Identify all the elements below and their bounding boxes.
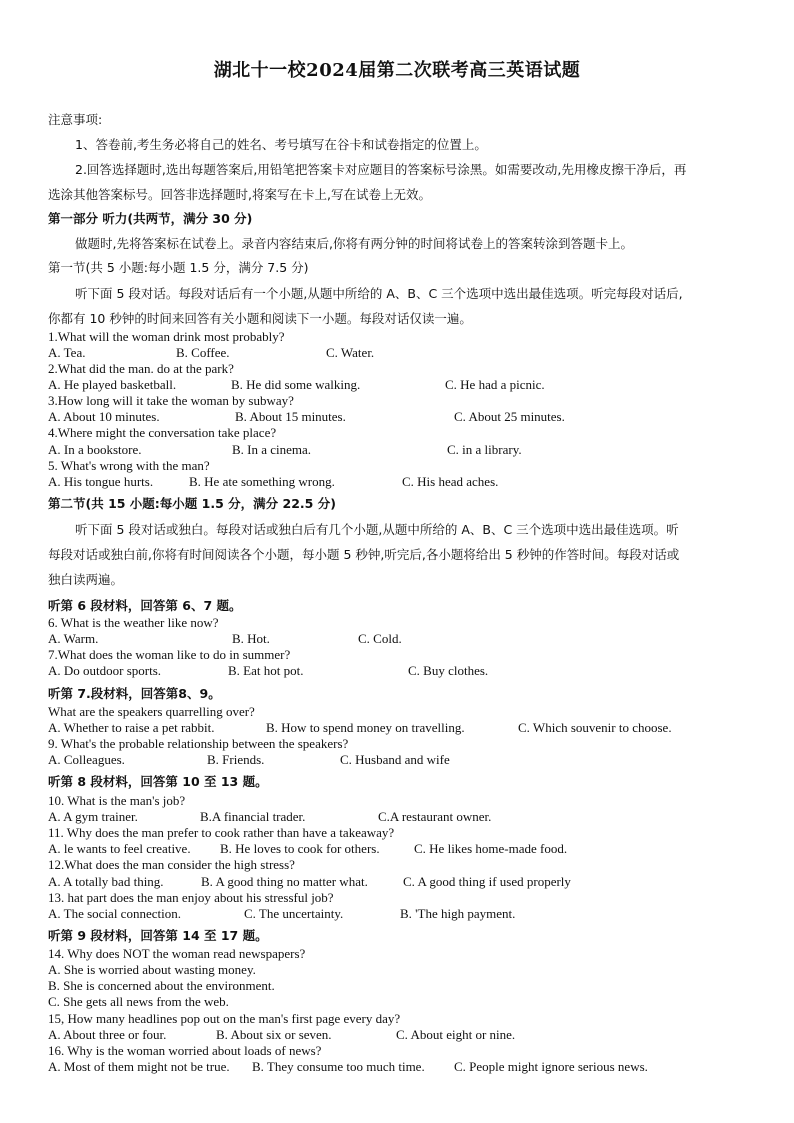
q5-option-a: A. His tongue hurts. <box>48 474 154 489</box>
material-7-heading: 听第 7.段材料，回答第8、9。 <box>48 686 221 701</box>
q3-option-a: A. About 10 minutes. <box>48 409 160 424</box>
q11-option-b: B. He loves to cook for others. <box>220 841 380 856</box>
notice-item-2a: 2.回答选择题时,选出每题答案后,用铅笔把答案卡对应题目的答案标号涂黑。如需要改动,先用橡皮擦干净后，再 <box>75 162 687 177</box>
material-6-heading: 听第 6 段材料，回答第 6、7 题。 <box>48 598 242 613</box>
q9-option-b: B. Friends. <box>207 752 265 767</box>
q10-option-c: C.A restaurant owner. <box>378 809 492 824</box>
q11-option-c: C. He likes home-made food. <box>414 841 568 856</box>
q12-option-c: C. A good thing if used properly <box>403 874 571 889</box>
q1-option-c: C. Water. <box>326 345 375 360</box>
q4-option-b: B. In a cinema. <box>232 442 312 457</box>
q6-option-b: B. Hot. <box>232 631 270 646</box>
question-9: 9. What's the probable relationship between the speakers? <box>48 736 349 751</box>
q12-option-b: B. A good thing no matter what. <box>201 874 368 889</box>
question-4: 4.Where might the conversation take place? <box>48 425 277 440</box>
q4-option-a: A. In a bookstore. <box>48 442 142 457</box>
q15-option-c: C. About eight or nine. <box>396 1027 516 1042</box>
page-title: 湖北十一校2024届第二次联考高三英语试题 <box>213 60 581 81</box>
part1-heading: 第一部分 听力(共两节，满分 30 分) <box>48 211 253 226</box>
question-5: 5. What's wrong with the man? <box>48 458 210 473</box>
section1-heading: 第一节(共 5 小题:每小题 1.5 分，满分 7.5 分) <box>48 260 309 275</box>
question-3: 3.How long will it take the woman by subway? <box>48 393 294 408</box>
q1-option-a: A. Tea. <box>48 345 86 360</box>
q15-option-b: B. About six or seven. <box>216 1027 332 1042</box>
notice-item-2b: 选涂其他答案标号。回答非选择题时,将案写在卡上,写在试卷上无效。 <box>48 187 431 202</box>
q15-option-a: A. About three or four. <box>48 1027 167 1042</box>
q2-option-c: C. He had a picnic. <box>445 377 545 392</box>
q6-option-c: C. Cold. <box>358 631 402 646</box>
q3-option-c: C. About 25 minutes. <box>454 409 565 424</box>
q8-option-a: A. Whether to raise a pet rabbit. <box>48 720 215 735</box>
q14-option-b: B. She is concerned about the environment. <box>48 978 275 993</box>
material-9-heading: 听第 9 段材料，回答第 14 至 17 题。 <box>48 928 268 943</box>
q10-option-b: B.A financial trader. <box>200 809 306 824</box>
q2-option-b: B. He did some walking. <box>231 377 361 392</box>
q2-option-a: A. He played basketball. <box>48 377 177 392</box>
question-11: 11. Why does the man prefer to cook rather than have a takeaway? <box>48 825 395 840</box>
q13-option-c: B. 'The high payment. <box>400 906 516 921</box>
section2-heading: 第二节(共 15 小题:每小题 1.5 分，满分 22.5 分) <box>48 496 336 511</box>
q14-option-c: C. She gets all news from the web. <box>48 994 229 1009</box>
q3-option-b: B. About 15 minutes. <box>235 409 346 424</box>
q7-option-a: A. Do outdoor sports. <box>48 663 162 678</box>
question-10: 10. What is the man's job? <box>48 793 186 808</box>
q6-option-a: A. Warm. <box>48 631 99 646</box>
q5-option-c: C. His head aches. <box>402 474 499 489</box>
question-7: 7.What does the woman like to do in summer? <box>48 647 291 662</box>
q13-option-b: C. The uncertainty. <box>244 906 344 921</box>
q9-option-a: A. Colleagues. <box>48 752 125 767</box>
q7-option-b: B. Eat hot pot. <box>228 663 304 678</box>
q7-option-c: C. Buy clothes. <box>408 663 489 678</box>
question-14: 14. Why does NOT the woman read newspapers? <box>48 946 306 961</box>
section2-intro-c: 独白读两遍。 <box>48 572 124 587</box>
material-8-heading: 听第 8 段材料，回答第 10 至 13 题。 <box>48 774 268 789</box>
q12-option-a: A. A totally bad thing. <box>48 874 164 889</box>
q4-option-c: C. in a library. <box>447 442 522 457</box>
q16-option-b: B. They consume too much time. <box>252 1059 425 1074</box>
part1-intro: 做题时,先将答案标在试卷上。录音内容结束后,你将有两分钟的时间将试卷上的答案转涂到答题卡上。 <box>75 236 633 251</box>
q9-option-c: C. Husband and wife <box>340 752 450 767</box>
q13-option-a: A. The social connection. <box>48 906 181 921</box>
q14-option-a: A. She is worried about wasting money. <box>48 962 256 977</box>
q8-option-c: C. Which souvenir to choose. <box>518 720 672 735</box>
q11-option-a: A. le wants to feel creative. <box>48 841 191 856</box>
question-12: 12.What does the man consider the high stress? <box>48 857 295 872</box>
notice-heading: 注意事项: <box>48 112 103 127</box>
section2-intro-b: 每段对话或独白前,你将有时间阅读各个小题，每小题 5 秒钟,听完后,各小题将给出 5 秒钟的作答时间。每段对话或 <box>48 547 680 562</box>
question-2: 2.What did the man. do at the park? <box>48 361 234 376</box>
question-15: 15, How many headlines pop out on the man's first page every day? <box>48 1011 401 1026</box>
section1-intro-b: 你都有 10 秒钟的时间来回答有关小题和阅读下一小题。每段对话仅读一遍。 <box>48 311 472 326</box>
q5-option-b: B. He ate something wrong. <box>189 474 335 489</box>
question-8: What are the speakers quarrelling over? <box>48 704 255 719</box>
section2-intro-a: 听下面 5 段对话或独白。每段对话或独白后有几个小题,从题中所给的 A、B、C 三个选项中选出最佳选项。听 <box>75 522 679 537</box>
q16-option-a: A. Most of them might not be true. <box>48 1059 230 1074</box>
section1-intro-a: 听下面 5 段对话。每段对话后有一个小题,从题中所给的 A、B、C 三个选项中选出最佳选项。听完每段对话后, <box>75 286 683 301</box>
question-13: 13. hat part does the man enjoy about his stressful job? <box>48 890 334 905</box>
notice-item-1: 1、答卷前,考生务必将自己的姓名、考号填写在谷卡和试卷指定的位置上。 <box>75 137 487 152</box>
q1-option-b: B. Coffee. <box>176 345 230 360</box>
question-16: 16. Why is the woman worried about loads of news? <box>48 1043 322 1058</box>
question-1: 1.What will the woman drink most probably? <box>48 329 285 344</box>
question-6: 6. What is the weather like now? <box>48 615 219 630</box>
q8-option-b: B. How to spend money on travelling. <box>266 720 465 735</box>
q10-option-a: A. A gym trainer. <box>48 809 138 824</box>
q16-option-c: C. People might ignore serious news. <box>454 1059 648 1074</box>
